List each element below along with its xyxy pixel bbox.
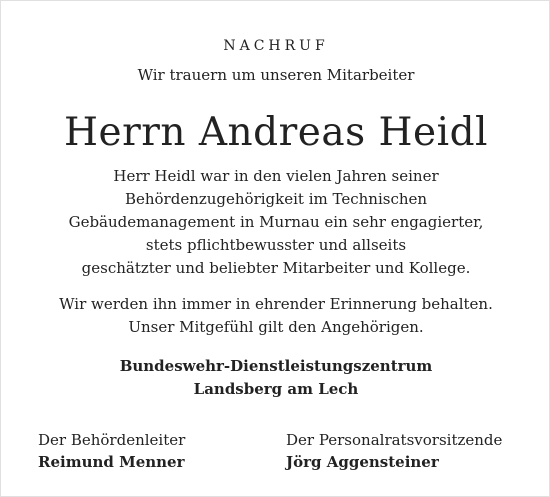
- signature-role: Der Personalratsvorsitzende: [286, 431, 503, 449]
- organization-block: [1, 355, 550, 401]
- tribute-line: geschätzter und beliebter Mitarbeiter und Kollege.: [81, 259, 471, 277]
- signature-role: Der Behördenleiter: [38, 431, 186, 449]
- tribute-line: Gebäudemanagement in Murnau ein sehr engagierter,: [68, 213, 484, 231]
- organization-location: Landsberg am Lech: [193, 380, 359, 398]
- tribute-paragraph: [1, 165, 550, 280]
- signature-left: [38, 429, 185, 473]
- intro-text: Wir trauern um unseren Mitarbeiter: [137, 66, 415, 84]
- signature-person: Reimund Menner: [38, 453, 185, 471]
- tribute-line: Herr Heidl war in den vielen Jahren seiner: [113, 167, 439, 185]
- memory-line: Wir werden ihn immer in ehrender Erinnerung behalten.: [59, 295, 493, 313]
- signature-person: Jörg Aggensteiner: [286, 453, 439, 471]
- tribute-line: Behördenzugehörigkeit im Technischen: [124, 190, 428, 208]
- signature-right: [286, 429, 502, 473]
- deceased-name: Herrn Andreas Heidl: [63, 110, 489, 155]
- memory-line: Unser Mitgefühl gilt den Angehörigen.: [128, 318, 424, 336]
- notice-heading: NACHRUF: [223, 38, 329, 54]
- organization-name: Bundeswehr-Dienstleistungszentrum: [119, 357, 433, 375]
- memory-paragraph: [1, 293, 550, 339]
- tribute-line: stets pflichtbewusster und allseits: [145, 236, 407, 254]
